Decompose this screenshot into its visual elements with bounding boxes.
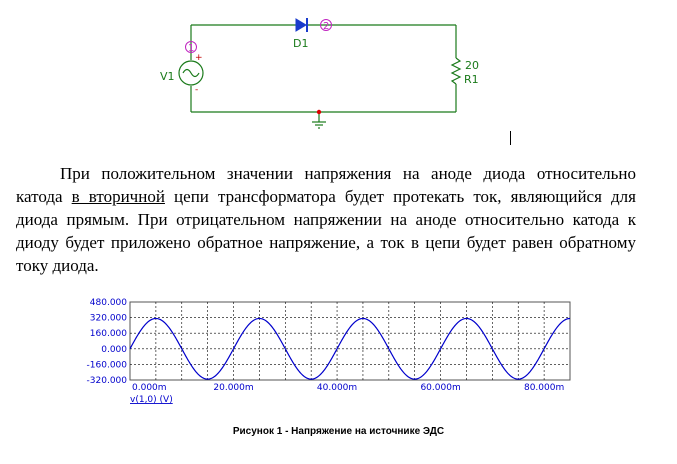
y-tick-label: 480.000	[89, 298, 127, 308]
x-tick-label: 80.000m	[523, 383, 565, 393]
node-1-label: 1	[188, 43, 195, 54]
resistor-label: R1	[464, 73, 479, 86]
paragraph-part-1: При положительном значении напряжения на аноде диода относительно катода	[16, 164, 636, 206]
y-tick-label: 320.000	[89, 313, 127, 324]
x-tick-label: 0.000m	[132, 383, 167, 393]
source-plus: +	[195, 53, 203, 63]
y-tick-labels	[87, 298, 128, 386]
x-tick-label: 60.000m	[420, 383, 461, 393]
diode-label: D1	[293, 37, 309, 50]
paragraph-part-2: цепи трансформатора будет протекать ток, являющийся для диода прямым. При отрицательном напряжении на аноде относительно катода к диоду будет приложено обратное напряжение, а ток в цепи будет равен обратному току диода.	[16, 187, 636, 275]
node-2-label: 2	[323, 21, 330, 32]
source-minus: -	[195, 85, 199, 95]
y-tick-label: 160.000	[89, 329, 127, 340]
resistor-value: 20	[465, 59, 479, 72]
x-tick-labels	[132, 383, 564, 393]
y-tick-label: -320.000	[86, 376, 127, 386]
y-tick-label: -160.000	[86, 360, 127, 371]
x-tick-label: 20.000m	[213, 383, 254, 393]
source-label: V1	[160, 70, 175, 83]
y-tick-label: 0.000	[101, 344, 127, 355]
series-label: v(1,0) (V)	[130, 395, 173, 405]
figure-caption: Рисунок 1 - Напряжение на источнике ЭДС	[232, 426, 445, 437]
underlined-phrase[interactable]: в вторичной	[71, 187, 165, 206]
x-tick-label: 40.000m	[316, 383, 358, 393]
